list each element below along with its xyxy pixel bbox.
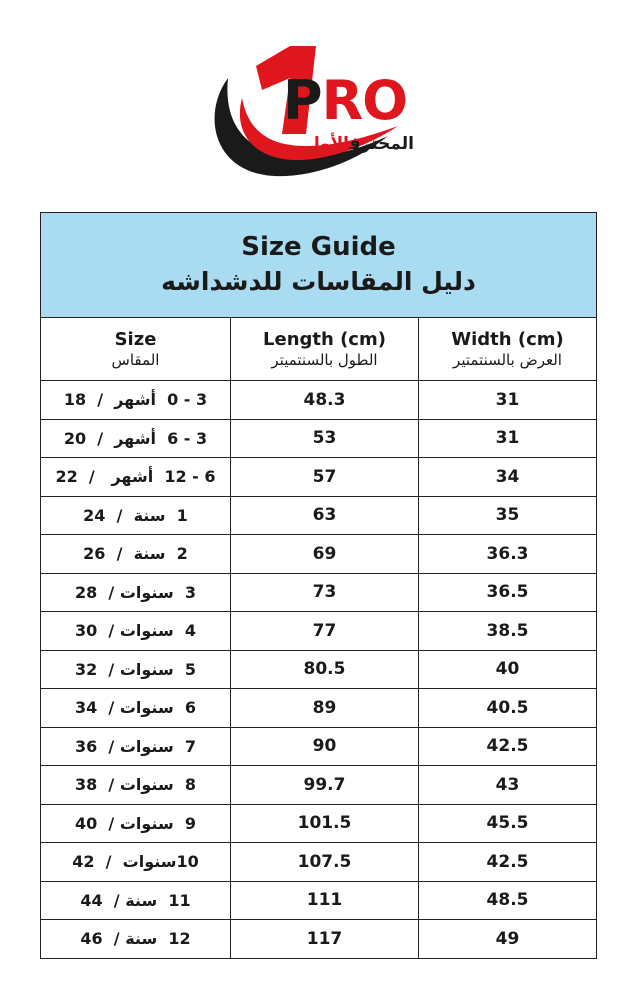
- size-rows: [41, 381, 597, 959]
- table-row: [41, 920, 597, 959]
- title-english: Size Guide: [241, 232, 396, 263]
- size-cell: 7 سنوات / 36: [41, 727, 231, 766]
- length-cell: 101.5: [231, 804, 419, 843]
- column-header-english: Size: [114, 328, 157, 350]
- column-header-arabic: المقاس: [111, 350, 160, 369]
- column-header-size: [41, 318, 231, 381]
- table-row: [41, 419, 597, 458]
- size-cell: 9 سنوات / 40: [41, 804, 231, 843]
- size-cell: 1 سنة / 24: [41, 496, 231, 535]
- size-cell: 3 - 0 أشهر / 18: [41, 381, 231, 420]
- width-cell: 45.5: [419, 804, 597, 843]
- column-header-english: Length (cm): [263, 328, 386, 350]
- width-cell: 42.5: [419, 843, 597, 882]
- size-cell: 11 سنة / 44: [41, 881, 231, 920]
- length-cell: 53: [231, 419, 419, 458]
- table-row: [41, 766, 597, 805]
- size-cell: 10سنوات / 42: [41, 843, 231, 882]
- length-cell: 89: [231, 689, 419, 728]
- width-cell: 38.5: [419, 612, 597, 651]
- length-cell: 57: [231, 458, 419, 497]
- size-cell: 12 سنة / 46: [41, 920, 231, 959]
- length-cell: 80.5: [231, 650, 419, 689]
- size-cell: 4 سنوات / 30: [41, 612, 231, 651]
- length-cell: 99.7: [231, 766, 419, 805]
- length-cell: 69: [231, 535, 419, 574]
- width-cell: 40: [419, 650, 597, 689]
- size-cell: 5 سنوات / 32: [41, 650, 231, 689]
- size-cell: 2 سنة / 26: [41, 535, 231, 574]
- table-row: [41, 381, 597, 420]
- width-cell: 34: [419, 458, 597, 497]
- size-guide-table: [40, 212, 597, 959]
- size-cell: 6 - 12 أشهر / 22: [41, 458, 231, 497]
- column-header-length: [231, 318, 419, 381]
- width-cell: 40.5: [419, 689, 597, 728]
- width-cell: 43: [419, 766, 597, 805]
- length-cell: 77: [231, 612, 419, 651]
- table-row: [41, 496, 597, 535]
- table-row: [41, 881, 597, 920]
- logo-arabic-accent: الأول: [305, 134, 350, 154]
- table-row: [41, 804, 597, 843]
- width-cell: 35: [419, 496, 597, 535]
- width-cell: 48.5: [419, 881, 597, 920]
- table-title: [41, 213, 597, 318]
- logo-arabic-main: المحترف: [349, 134, 414, 154]
- table-row: [41, 612, 597, 651]
- column-header-arabic: الطول بالسنتميتر: [271, 350, 378, 369]
- width-cell: 42.5: [419, 727, 597, 766]
- size-cell: 6 سنوات / 34: [41, 689, 231, 728]
- length-cell: 107.5: [231, 843, 419, 882]
- title-arabic: دليل المقاسات للدشداشه: [161, 266, 476, 296]
- table-row: [41, 727, 597, 766]
- width-cell: 49: [419, 920, 597, 959]
- table-row: [41, 573, 597, 612]
- size-cell: 3 - 6 أشهر / 20: [41, 419, 231, 458]
- column-header-width: [419, 318, 597, 381]
- logo-wordmark: PRO: [283, 69, 408, 132]
- table-row: [41, 650, 597, 689]
- width-cell: 36.3: [419, 535, 597, 574]
- width-cell: 36.5: [419, 573, 597, 612]
- size-cell: 8 سنوات / 38: [41, 766, 231, 805]
- length-cell: 111: [231, 881, 419, 920]
- table-row: [41, 458, 597, 497]
- length-cell: 117: [231, 920, 419, 959]
- table-row: [41, 689, 597, 728]
- length-cell: 73: [231, 573, 419, 612]
- length-cell: 63: [231, 496, 419, 535]
- table-row: [41, 535, 597, 574]
- width-cell: 31: [419, 419, 597, 458]
- table-row: [41, 843, 597, 882]
- logo-arabic-name: [286, 134, 414, 154]
- width-cell: 31: [419, 381, 597, 420]
- column-header-english: Width (cm): [451, 328, 564, 350]
- length-cell: 48.3: [231, 381, 419, 420]
- column-header-arabic: العرض بالسنتمتير: [453, 350, 562, 369]
- size-cell: 3 سنوات / 28: [41, 573, 231, 612]
- length-cell: 90: [231, 727, 419, 766]
